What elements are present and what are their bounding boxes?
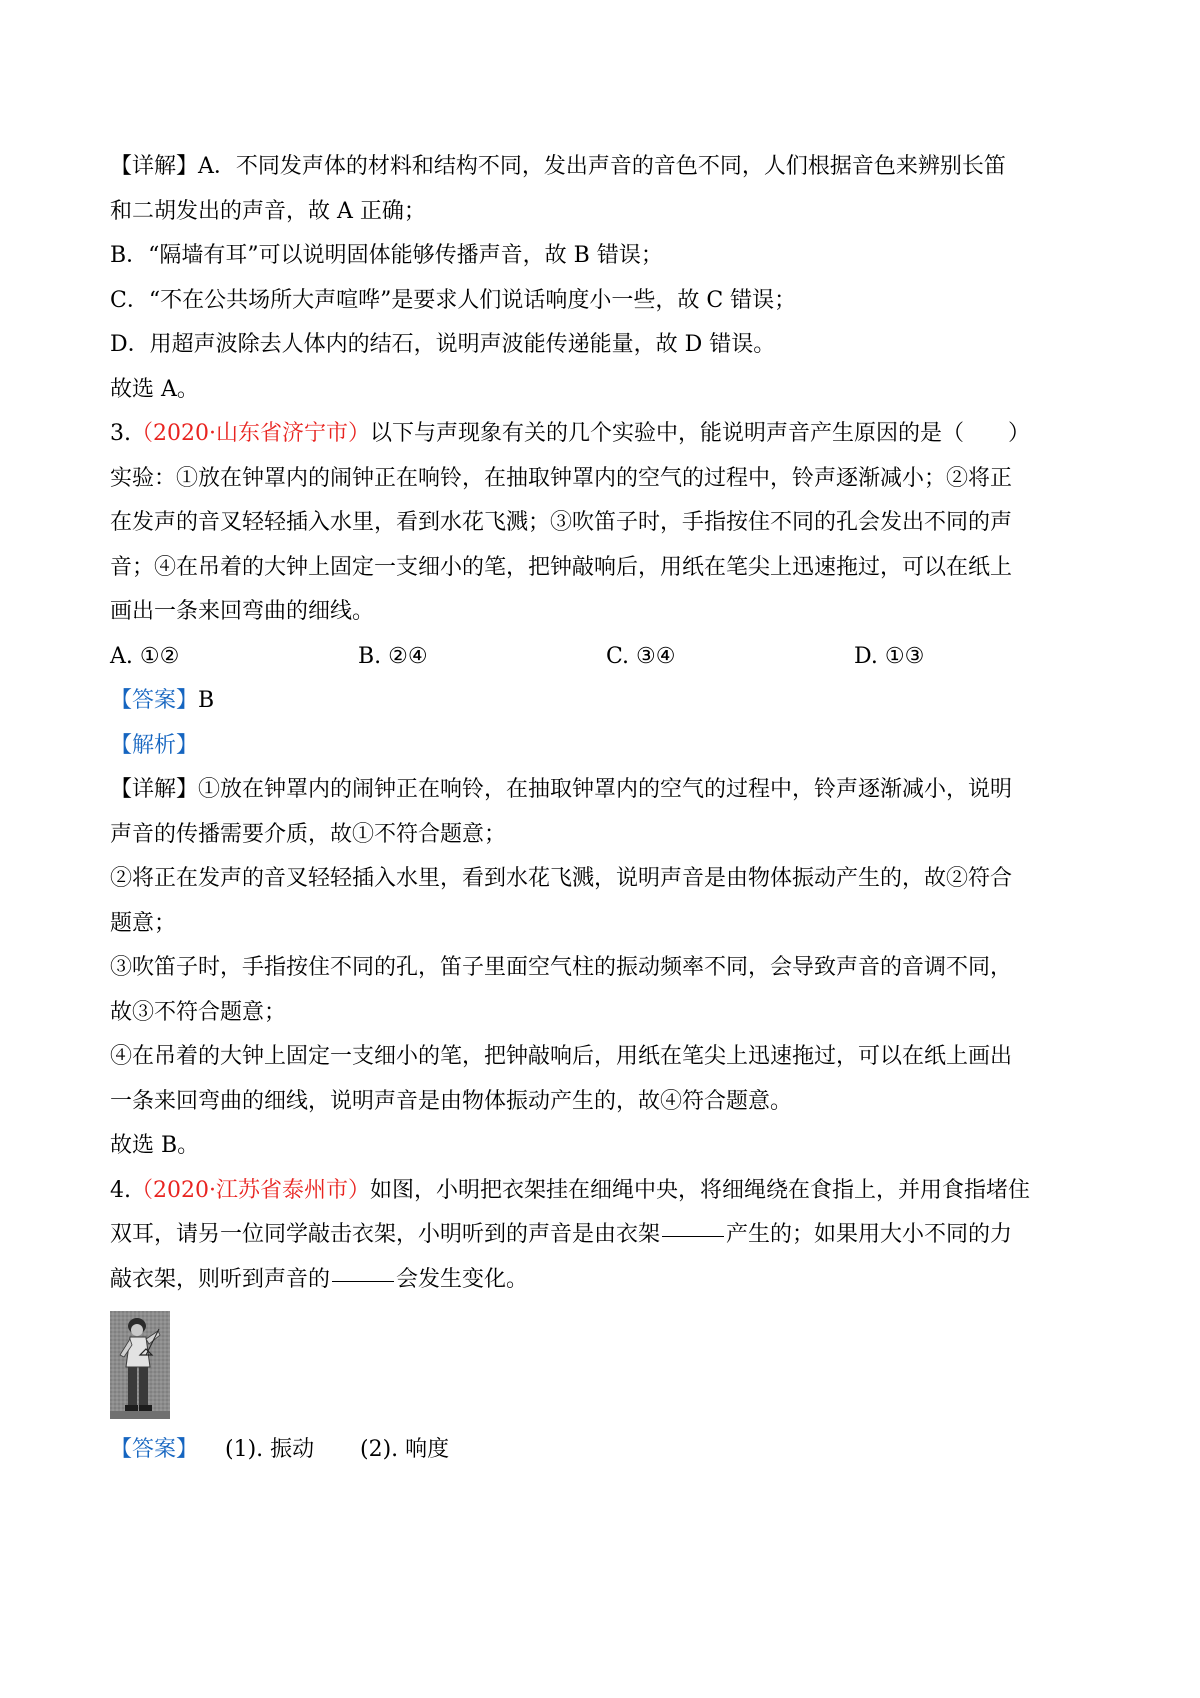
q4-number: 4. bbox=[110, 1177, 131, 1203]
q3-stem-line1 bbox=[110, 412, 1102, 457]
q3-stem-line4: 音；④在吊着的大钟上固定一支细小的笔，把钟敲响后，用纸在笔尖上迅速拖过，可以在纸上 bbox=[110, 554, 1013, 580]
q3-option-d: D. ①③ bbox=[854, 643, 925, 669]
q4-stem-line2 bbox=[110, 1213, 1102, 1258]
q3-detail-3-line1: ③吹笛子时，手指按住不同的孔，笛子里面空气柱的振动频率不同，会导致声音的音调不同， bbox=[110, 955, 1013, 980]
q3-number: 3. bbox=[110, 421, 131, 446]
q2-conclusion: 故选 A。 bbox=[110, 376, 199, 402]
q3-detail-4-line1: ④在吊着的大钟上固定一支细小的笔，把钟敲响后，用纸在笔尖上迅速拖过，可以在纸上画出 bbox=[110, 1044, 1013, 1069]
q4-stem-line3 bbox=[110, 1258, 1102, 1303]
q3-source: （2020·山东省济宁市） bbox=[131, 421, 370, 446]
q3-option-b: B. ②④ bbox=[358, 643, 428, 669]
q3-conclusion: 故选 B。 bbox=[110, 1133, 200, 1158]
q3-answer-value: B bbox=[198, 688, 215, 713]
q3-answer bbox=[110, 679, 1102, 724]
q4-blank-2 bbox=[332, 1259, 394, 1282]
q2-detail-d: D．用超声波除去人体内的结石，说明声波能传递能量，故 D 错误。 bbox=[110, 332, 776, 357]
q3-analysis-tag: 【解析】 bbox=[110, 732, 199, 758]
q3-analysis-heading bbox=[110, 724, 1102, 769]
q3-detail-2-line2: 题意； bbox=[110, 910, 177, 936]
q3-option-a: A. ①② bbox=[110, 643, 180, 669]
q4-answer-2: (2). 响度 bbox=[360, 1437, 450, 1462]
q3-detail-4-line2: 一条来回弯曲的细线，说明声音是由物体振动产生的，故④符合题意。 bbox=[110, 1088, 793, 1114]
q4-stem3-after: 会发生变化。 bbox=[396, 1266, 529, 1292]
q4-figure bbox=[110, 1302, 1102, 1428]
q2-detail-a-line1: 【详解】A．不同发声体的材料和结构不同，发出声音的音色不同，人们根据音色来辨别长笛 bbox=[110, 154, 1006, 179]
q4-answer-tag: 【答案】 bbox=[110, 1437, 199, 1462]
q3-detail-2-line1: ②将正在发声的音叉轻轻插入水里，看到水花飞溅，说明声音是由物体振动产生的，故②符合 bbox=[110, 866, 1013, 891]
q3-detail-1-line1: 【详解】①放在钟罩内的闹钟正在响铃，在抽取钟罩内的空气的过程中，铃声逐渐减小，说明 bbox=[110, 777, 1013, 802]
q4-answer bbox=[110, 1428, 1102, 1473]
q4-answer-1: (1). 振动 bbox=[225, 1437, 315, 1462]
q3-detail-1-line2: 声音的传播需要介质，故①不符合题意； bbox=[110, 821, 507, 847]
document-content bbox=[110, 145, 1102, 1473]
q3-answer-tag: 【答案】 bbox=[110, 688, 199, 713]
q4-stem3-before: 敲衣架，则听到声音的 bbox=[110, 1266, 331, 1292]
q3-detail-3-line2: 故③不符合题意； bbox=[110, 999, 287, 1025]
q4-blank-1 bbox=[662, 1214, 724, 1237]
q4-source: （2020·江苏省泰州市） bbox=[131, 1177, 370, 1203]
q3-stem-line3: 在发声的音叉轻轻插入水里，看到水花飞溅；③吹笛子时，手指按住不同的孔会发出不同的声 bbox=[110, 510, 1013, 535]
q2-detail-a-line2: 和二胡发出的声音，故 A 正确； bbox=[110, 198, 426, 224]
q3-stem-text: 以下与声现象有关的几个实验中，能说明声音产生原因的是（ ） bbox=[369, 421, 1030, 446]
q2-detail-c: C．“不在公共场所大声喧哗”是要求人们说话响度小一些，故 C 错误； bbox=[110, 287, 797, 313]
q4-stem2-after: 产生的；如果用大小不同的力 bbox=[726, 1222, 1013, 1247]
q4-stem2-before: 双耳，请另一位同学敲击衣架，小明听到的声音是由衣架 bbox=[110, 1222, 661, 1247]
q3-options bbox=[110, 635, 1102, 680]
q3-stem-line2: 实验：①放在钟罩内的闹钟正在响铃，在抽取钟罩内的空气的过程中，铃声逐渐减小；②将正 bbox=[110, 465, 1013, 491]
q3-stem-line5: 画出一条来回弯曲的细线。 bbox=[110, 599, 375, 624]
q2-detail-b: B．“隔墙有耳”可以说明固体能够传播声音，故 B 错误； bbox=[110, 243, 663, 268]
q4-stem-line1 bbox=[110, 1169, 1102, 1214]
q4-stem-text: 如图，小明把衣架挂在细绳中央，将细绳绕在食指上，并用食指堵住 bbox=[369, 1177, 1030, 1203]
q3-option-c: C. ③④ bbox=[606, 643, 676, 669]
boy-with-hanger-photo bbox=[110, 1311, 170, 1419]
